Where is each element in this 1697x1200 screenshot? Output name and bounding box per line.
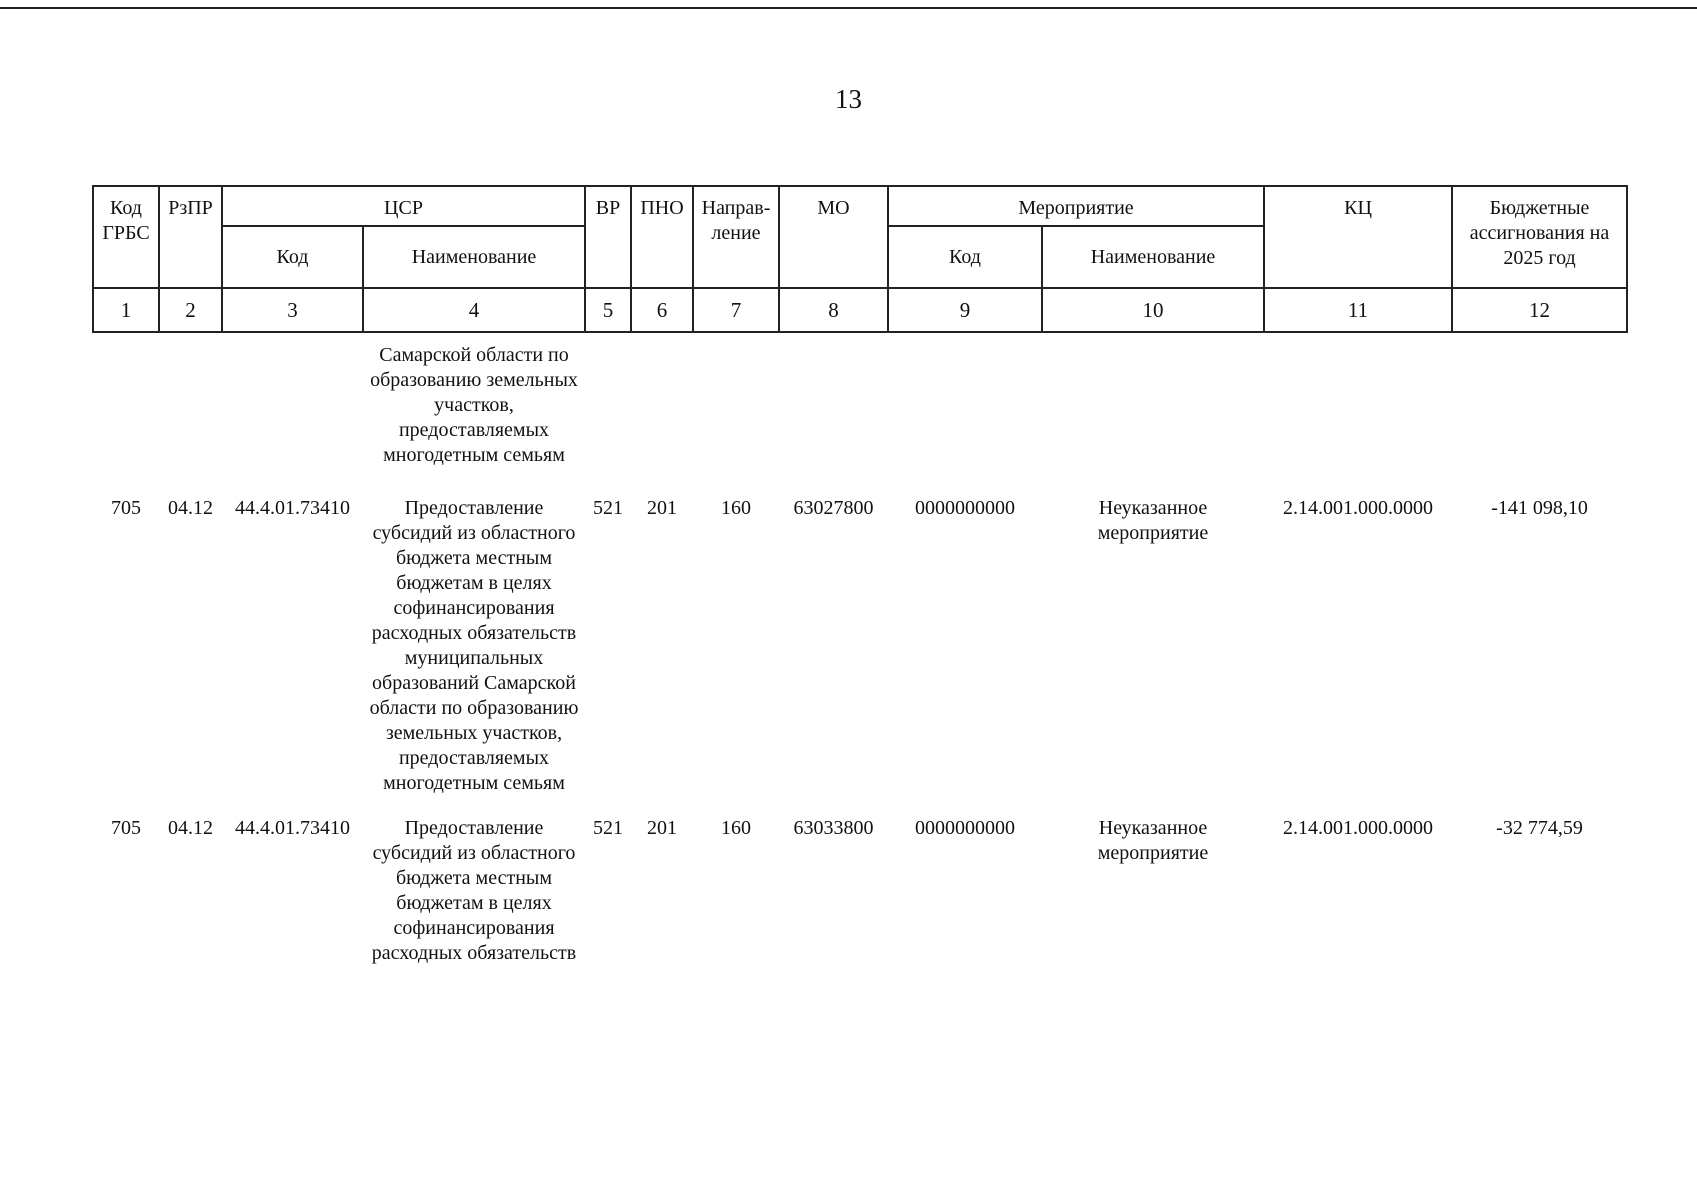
col-pno-header: ПНО <box>631 186 693 288</box>
cell-direction: 160 <box>721 497 751 519</box>
col-csr-header: ЦСР <box>222 186 585 226</box>
continuation-row <box>93 332 1627 496</box>
cell-event-code: 0000000000 <box>915 817 1015 839</box>
cell-event-code: 0000000000 <box>915 497 1015 519</box>
cell-kc: 2.14.001.000.0000 <box>1283 817 1434 839</box>
col-number: 12 <box>1452 288 1627 332</box>
cell-grbs: 705 <box>111 817 141 839</box>
table-row <box>93 496 1627 816</box>
table-body <box>93 332 1627 966</box>
cell-grbs: 705 <box>111 497 141 519</box>
cell-kc: 2.14.001.000.0000 <box>1283 497 1434 519</box>
col-budget-header: Бюджетные ассигнования на 2025 год <box>1452 186 1627 288</box>
col-number: 7 <box>693 288 779 332</box>
col-number: 8 <box>779 288 888 332</box>
top-rule <box>0 7 1697 9</box>
cell-vr: 521 <box>593 497 623 519</box>
col-event-header: Мероприятие <box>888 186 1264 226</box>
col-number: 2 <box>159 288 222 332</box>
table-row <box>93 816 1627 966</box>
col-number: 1 <box>93 288 159 332</box>
col-number: 5 <box>585 288 631 332</box>
csr-name-continued: Самарской области по образованию земельных участков, предоставляемых многодетным семьям <box>370 344 578 466</box>
col-number: 10 <box>1042 288 1264 332</box>
cell-pno: 201 <box>647 497 677 519</box>
col-direction-header: Направ-ление <box>693 186 779 288</box>
cell-rzpr: 04.12 <box>168 817 213 839</box>
col-event-name-header: Наименование <box>1042 226 1264 288</box>
col-number: 4 <box>363 288 585 332</box>
table-header <box>93 186 1627 332</box>
cell-event-name: Неуказанное мероприятие <box>1097 497 1209 544</box>
col-vr-header: ВР <box>585 186 631 288</box>
cell-amount: -32 774,59 <box>1496 817 1583 839</box>
cell-csr-code: 44.4.01.73410 <box>235 497 350 519</box>
col-event-code-header: Код <box>888 226 1042 288</box>
cell-csr-name: Предоставление субсидий из областного бюджета местным бюджетам в целях софинансирования расходных обязательств муниципальных образований Самарской области по образованию земельных участков, предоставляемых многодетным семьям <box>369 497 579 794</box>
col-kc-header: КЦ <box>1264 186 1452 288</box>
cell-pno: 201 <box>647 817 677 839</box>
budget-table-wrapper <box>92 185 1620 966</box>
col-number: 6 <box>631 288 693 332</box>
cell-rzpr: 04.12 <box>168 497 213 519</box>
cell-csr-code: 44.4.01.73410 <box>235 817 350 839</box>
col-number: 9 <box>888 288 1042 332</box>
col-csr-code-header: Код <box>222 226 363 288</box>
col-number: 11 <box>1264 288 1452 332</box>
budget-table <box>92 185 1628 966</box>
col-csr-name-header: Наименование <box>363 226 585 288</box>
cell-vr: 521 <box>593 817 623 839</box>
cell-direction: 160 <box>721 817 751 839</box>
cell-amount: -141 098,10 <box>1491 497 1588 519</box>
col-rzpr-header: РзПР <box>159 186 222 288</box>
cell-event-name: Неуказанное мероприятие <box>1097 817 1209 864</box>
col-number: 3 <box>222 288 363 332</box>
cell-csr-name: Предоставление субсидий из областного бюджета местным бюджетам в целях софинансирования расходных обязательств <box>371 817 577 964</box>
cell-mo: 63027800 <box>793 497 874 519</box>
page-number: 13 <box>835 84 862 114</box>
cell-mo: 63033800 <box>793 817 874 839</box>
col-mo-header: МО <box>779 186 888 288</box>
col-grbs-header: Код ГРБС <box>93 186 159 288</box>
